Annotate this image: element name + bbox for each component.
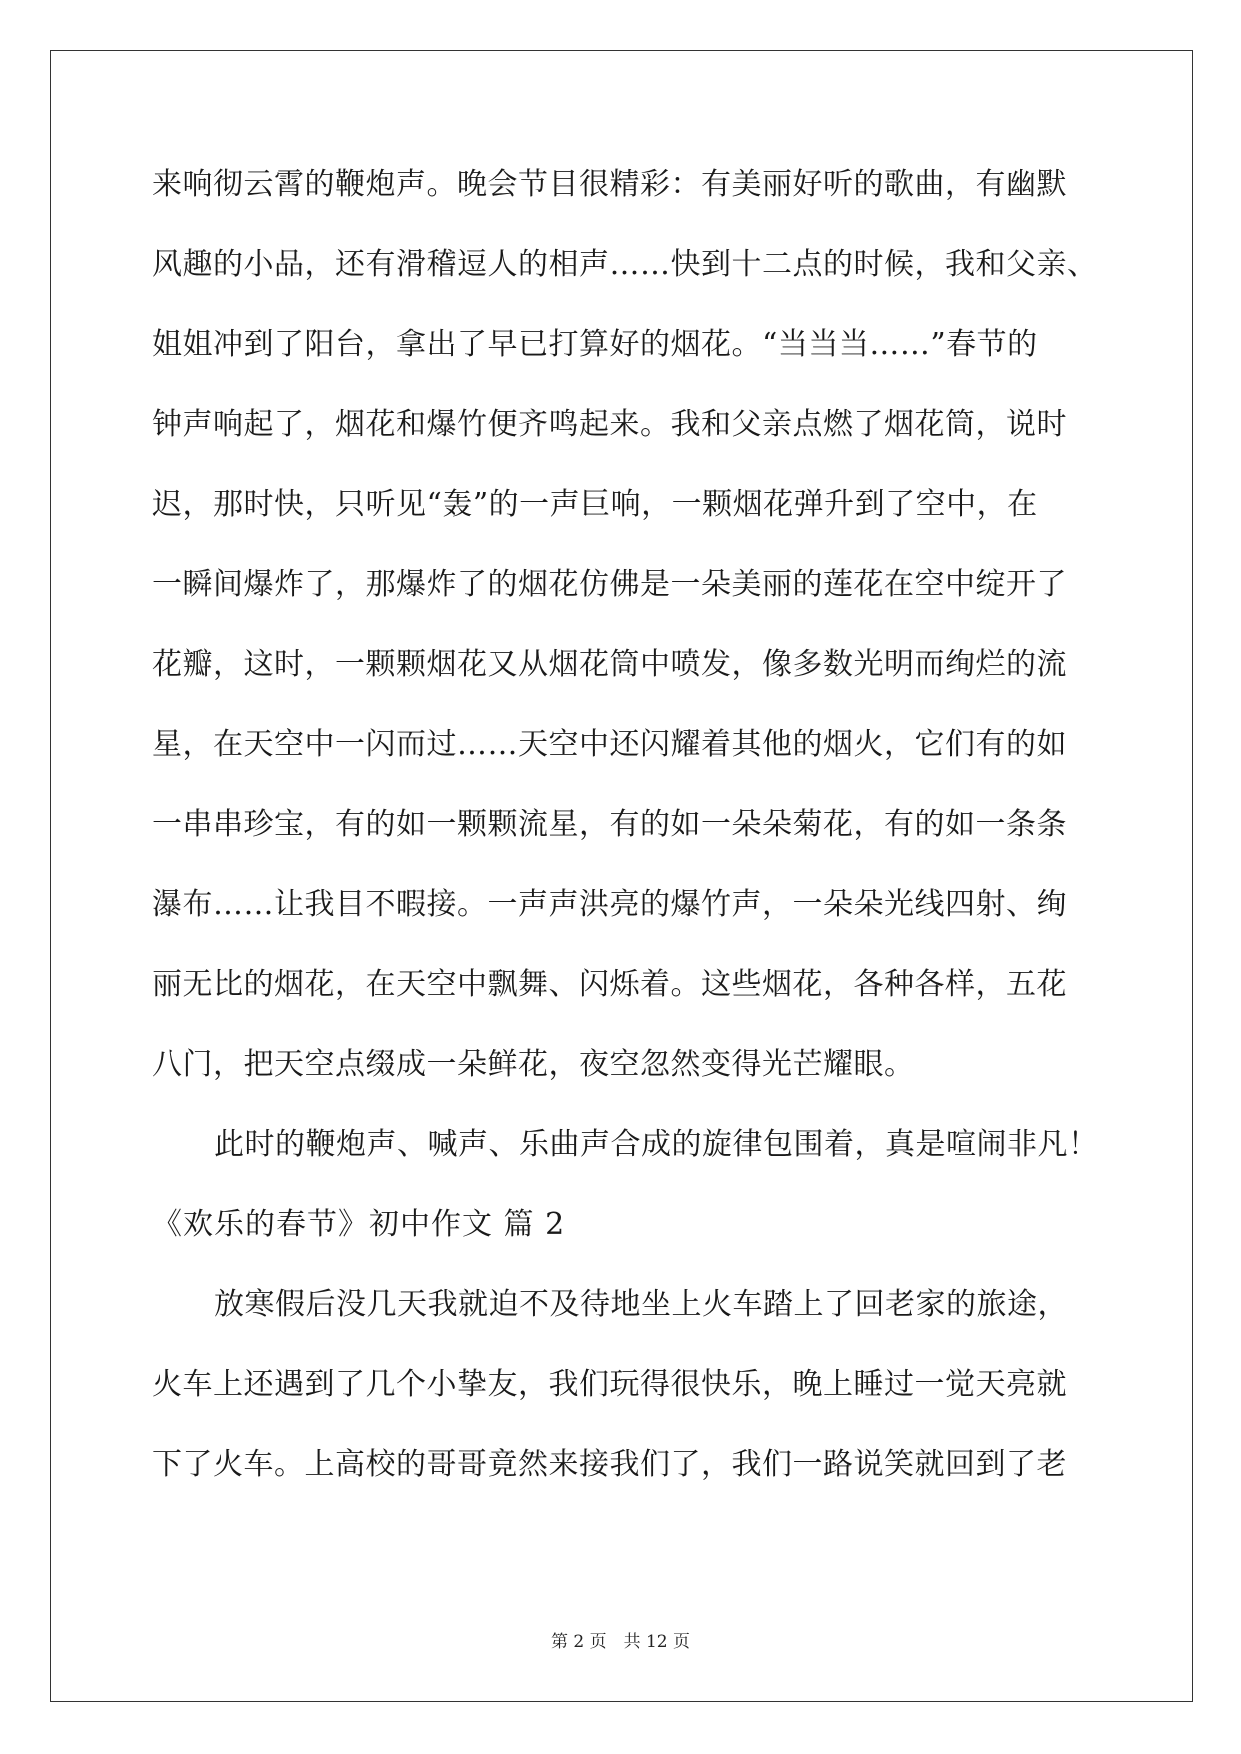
document-body <box>152 162 1112 1522</box>
paragraph-start-line: 此时的鞭炮声、喊声、乐曲声合成的旋律包围着，真是喧闹非凡！ <box>214 1127 1099 1162</box>
text-line: 一串串珍宝，有的如一颗颗流星，有的如一朵朵菊花，有的如一条条 <box>152 807 1067 842</box>
text-line: 一瞬间爆炸了，那爆炸了的烟花仿佛是一朵美丽的莲花在空中绽开了 <box>152 567 1067 602</box>
text-line: 风趣的小品，还有滑稽逗人的相声……快到十二点的时候，我和父亲、 <box>152 247 1098 282</box>
text-line: 丽无比的烟花，在天空中飘舞、闪烁着。这些烟花，各种各样，五花 <box>152 967 1067 1002</box>
section-heading: 《欢乐的春节》初中作文 篇 2 <box>152 1207 566 1242</box>
text-line: 姐姐冲到了阳台，拿出了早已打算好的烟花。“当当当……”春节的 <box>152 327 1038 362</box>
text-line: 火车上还遇到了几个小挚友，我们玩得很快乐，晚上睡过一觉天亮就 <box>152 1367 1067 1402</box>
text-line: 星，在天空中一闪而过……天空中还闪耀着其他的烟火，它们有的如 <box>152 727 1067 762</box>
text-line: 迟，那时快，只听见“轰”的一声巨响，一颗烟花弹升到了空中，在 <box>152 487 1038 522</box>
text-line: 下了火车。上高校的哥哥竟然来接我们了，我们一路说笑就回到了老 <box>152 1447 1067 1482</box>
text-line: 瀑布……让我目不暇接。一声声洪亮的爆竹声，一朵朵光线四射、绚 <box>152 887 1067 922</box>
text-line: 来响彻云霄的鞭炮声。晚会节目很精彩：有美丽好听的歌曲，有幽默 <box>152 167 1067 202</box>
text-line: 花瓣，这时，一颗颗烟花又从烟花筒中喷发，像多数光明而绚烂的流 <box>152 647 1067 682</box>
text-line: 钟声响起了，烟花和爆竹便齐鸣起来。我和父亲点燃了烟花筒，说时 <box>152 407 1067 442</box>
paragraph-start-line: 放寒假后没几天我就迫不及待地坐上火车踏上了回老家的旅途， <box>214 1287 1068 1322</box>
page-number: 第 2 页 共 12 页 <box>550 1632 691 1652</box>
text-line: 八门，把天空点缀成一朵鲜花，夜空忽然变得光芒耀眼。 <box>152 1047 915 1082</box>
